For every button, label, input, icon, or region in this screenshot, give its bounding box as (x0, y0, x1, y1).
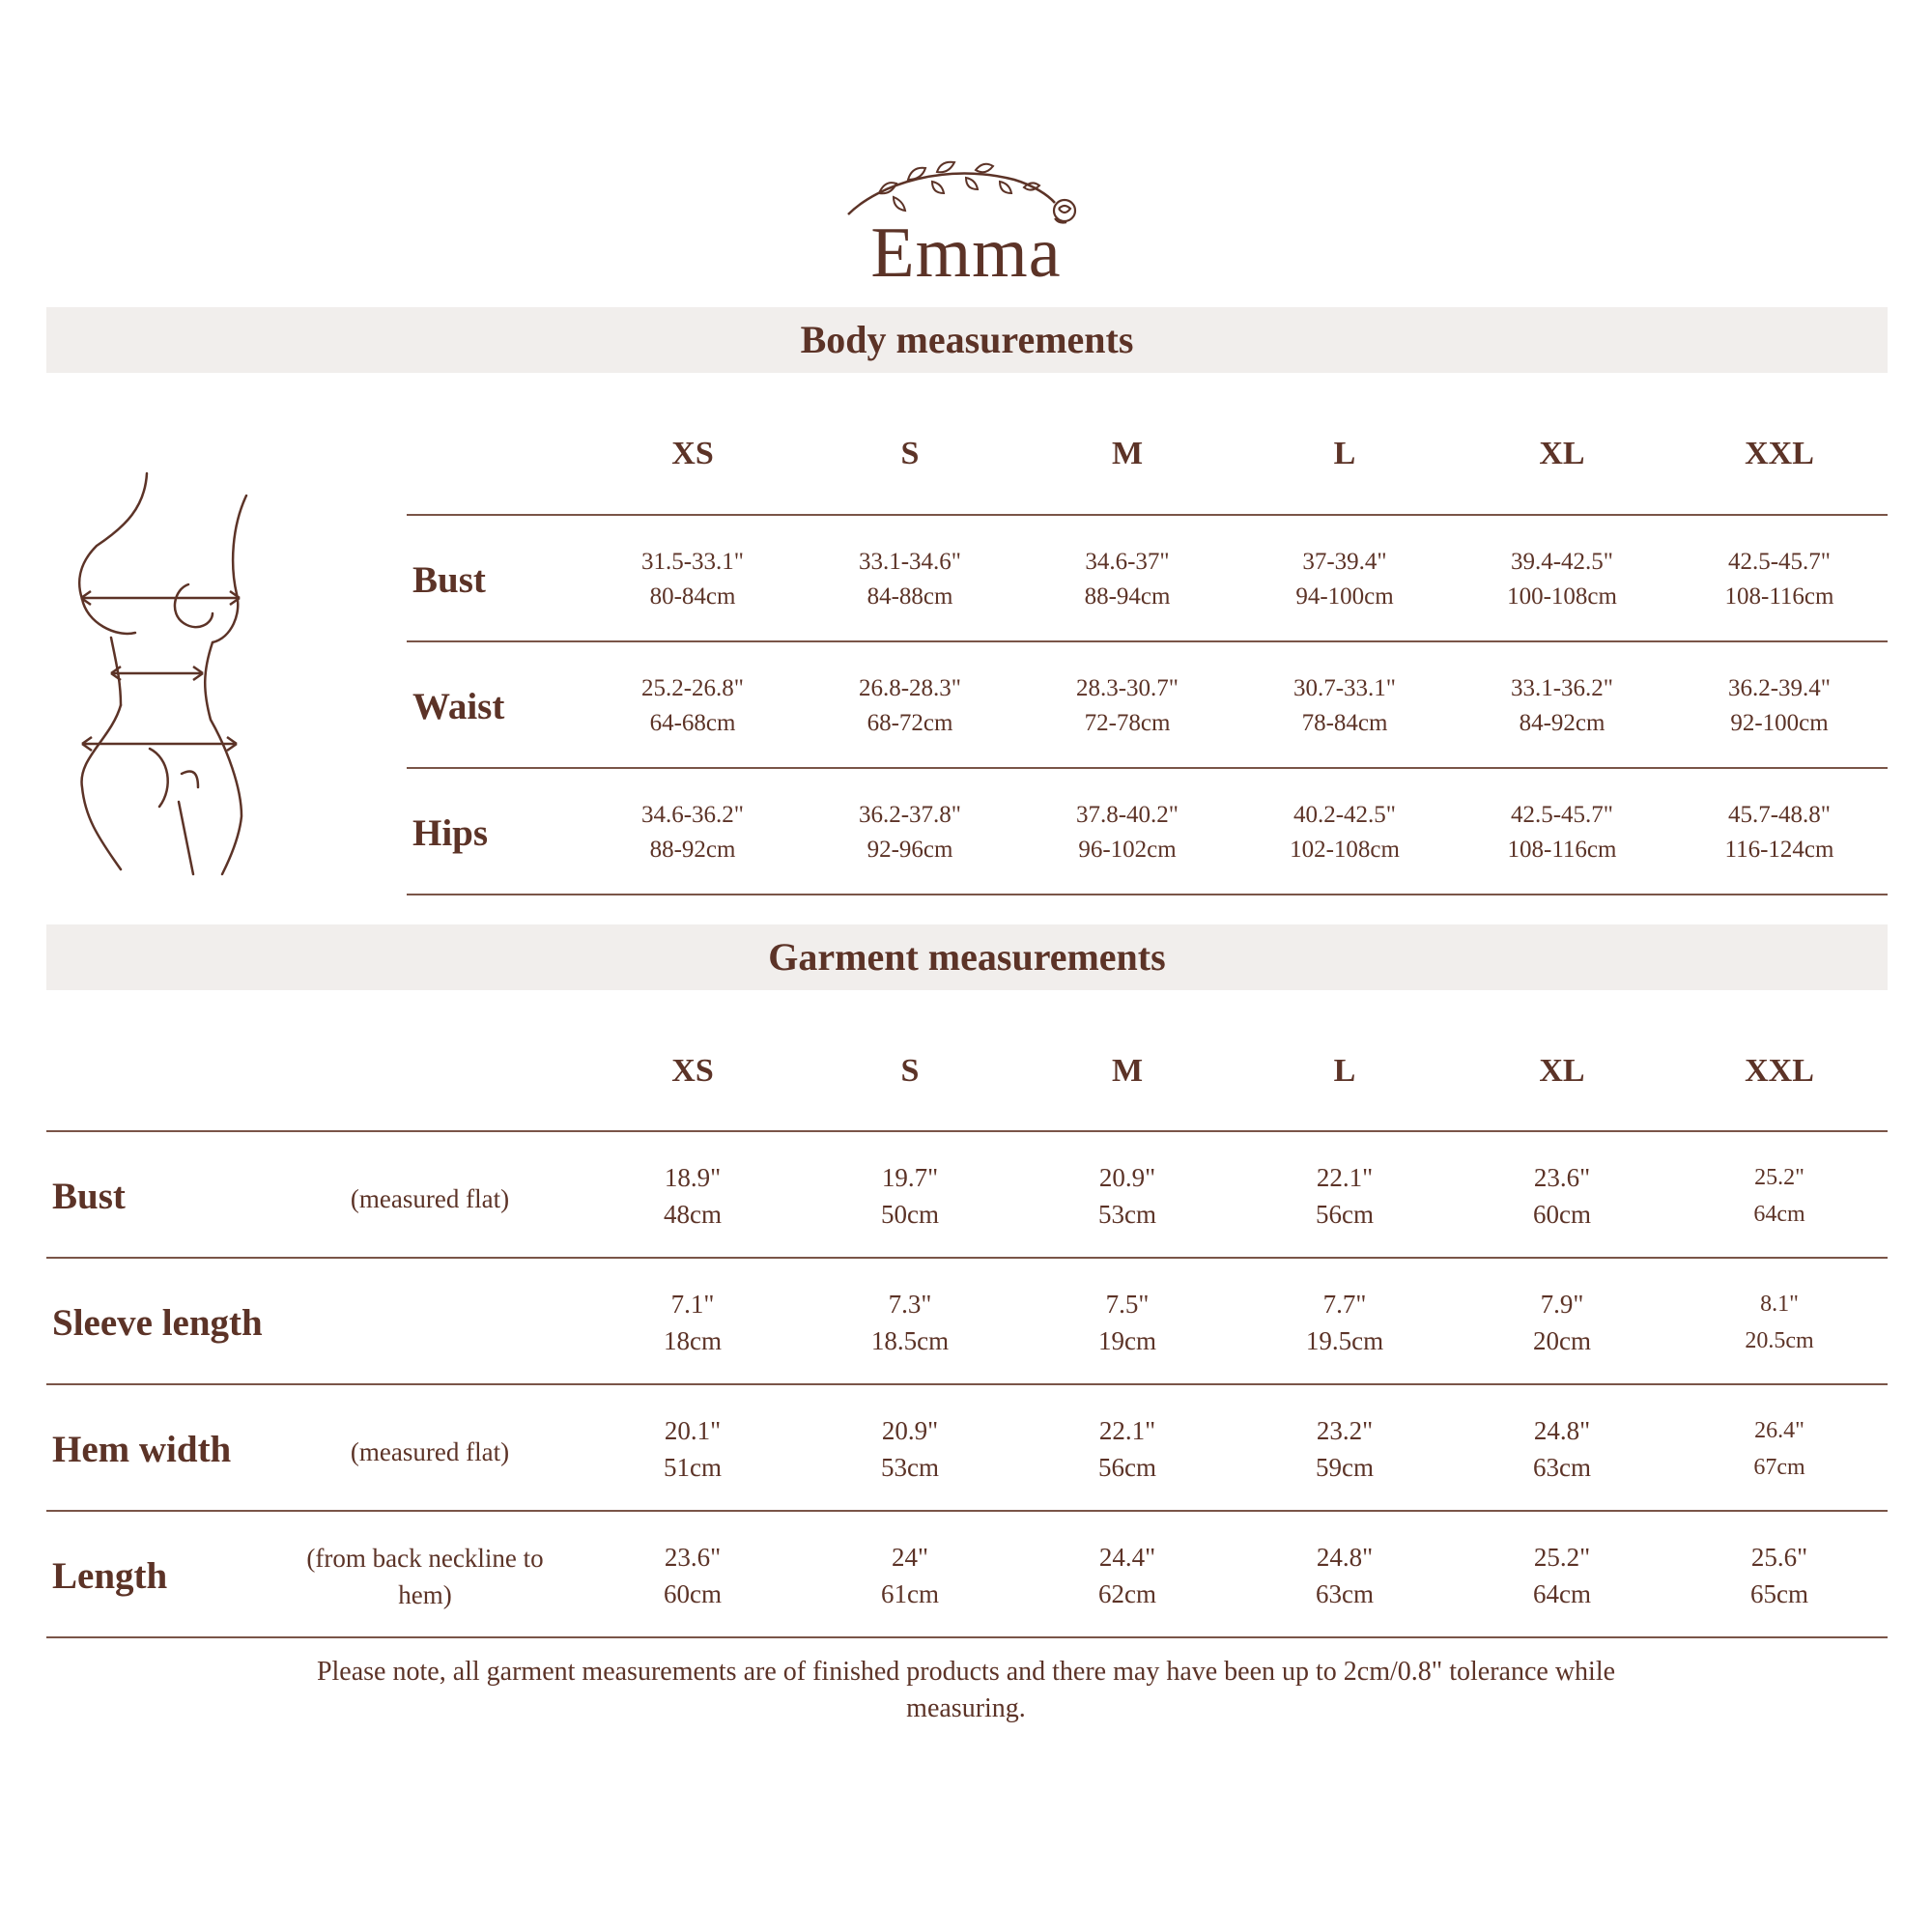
table-cell: 24" 61cm (881, 1543, 939, 1608)
garment-table-rule (46, 1636, 1888, 1638)
garment-size-header-s: S (900, 1053, 920, 1089)
table-cell: 8.1" 20.5cm (1745, 1292, 1814, 1353)
table-cell: 30.7-33.1" 78-84cm (1293, 675, 1397, 736)
body-size-header-xs: XS (671, 436, 714, 471)
body-size-header-m: M (1111, 436, 1144, 471)
table-cell: 20.9" 53cm (881, 1416, 939, 1482)
body-size-header-xxl: XXL (1745, 436, 1814, 471)
body-table-rule (407, 640, 1888, 642)
garment-size-header-m: M (1111, 1053, 1144, 1089)
table-cell: 24.8" 63cm (1316, 1543, 1374, 1608)
table-cell: 26.8-28.3" 68-72cm (858, 675, 962, 736)
brand-name: Emma (870, 213, 1062, 293)
table-cell: 36.2-39.4" 92-100cm (1727, 675, 1832, 736)
table-cell: 25.2" 64cm (1753, 1165, 1805, 1227)
garment-table-rule (46, 1383, 1888, 1385)
table-cell: 33.1-36.2" 84-92cm (1510, 675, 1614, 736)
garment-row-label-hem-width: Hem width (52, 1429, 232, 1470)
table-cell: 34.6-37" 88-94cm (1084, 549, 1171, 610)
table-cell: 22.1" 56cm (1316, 1163, 1374, 1229)
table-cell: 37-39.4" 94-100cm (1295, 549, 1394, 610)
table-cell: 33.1-34.6" 84-88cm (858, 549, 962, 610)
garment-row-label-length: Length (52, 1555, 168, 1597)
garment-table-rule (46, 1130, 1888, 1132)
garment-size-header-l: L (1333, 1053, 1356, 1089)
table-cell: 7.9" 20cm (1533, 1290, 1591, 1355)
table-cell: 18.9" 48cm (664, 1163, 722, 1229)
table-cell: 45.7-48.8" 116-124cm (1724, 802, 1834, 863)
garment-row-label-sleeve-length: Sleeve length (52, 1302, 263, 1344)
table-cell: 28.3-30.7" 72-78cm (1075, 675, 1179, 736)
table-cell: 42.5-45.7" 108-116cm (1724, 549, 1834, 610)
table-cell: 7.5" 19cm (1098, 1290, 1156, 1355)
garment-row-note-bust: (measured flat) (350, 1184, 510, 1213)
table-cell: 7.7" 19.5cm (1305, 1290, 1384, 1355)
body-measurements-header: Body measurements (46, 307, 1888, 373)
table-cell: 24.8" 63cm (1533, 1416, 1591, 1482)
table-cell: 19.7" 50cm (881, 1163, 939, 1229)
table-cell: 20.9" 53cm (1098, 1163, 1156, 1229)
table-cell: 25.2" 64cm (1533, 1543, 1591, 1608)
body-measurement-figure-icon (68, 469, 261, 884)
table-cell: 39.4-42.5" 100-108cm (1507, 549, 1617, 610)
table-cell: 20.1" 51cm (664, 1416, 722, 1482)
table-cell: 23.6" 60cm (664, 1543, 722, 1608)
table-cell: 22.1" 56cm (1098, 1416, 1156, 1482)
garment-size-header-xxl: XXL (1745, 1053, 1814, 1089)
table-cell: 40.2-42.5" 102-108cm (1290, 802, 1400, 863)
table-cell: 34.6-36.2" 88-92cm (640, 802, 745, 863)
table-cell: 23.2" 59cm (1316, 1416, 1374, 1482)
body-row-label-bust: Bust (412, 559, 486, 601)
table-cell: 42.5-45.7" 108-116cm (1507, 802, 1617, 863)
garment-row-note-hem-width: (measured flat) (350, 1437, 510, 1466)
garment-size-header-xs: XS (671, 1053, 714, 1089)
garment-row-label-bust: Bust (52, 1176, 126, 1217)
table-cell: 26.4" 67cm (1753, 1418, 1805, 1480)
table-cell: 25.2-26.8" 64-68cm (640, 675, 745, 736)
garment-table-rule (46, 1257, 1888, 1259)
body-row-label-hips: Hips (412, 812, 489, 854)
body-table-rule (407, 894, 1888, 895)
body-size-header-l: L (1333, 436, 1356, 471)
garment-size-header-xl: XL (1539, 1053, 1585, 1089)
garment-row-note-length: (from back neckline to hem) (306, 1544, 544, 1609)
table-cell: 25.6" 65cm (1750, 1543, 1808, 1608)
table-cell: 24.4" 62cm (1098, 1543, 1156, 1608)
body-table-rule (407, 514, 1888, 516)
body-row-label-waist: Waist (412, 686, 505, 727)
garment-measurements-header: Garment measurements (46, 924, 1888, 990)
garment-table-rule (46, 1510, 1888, 1512)
table-cell: 7.1" 18cm (664, 1290, 722, 1355)
body-size-header-s: S (900, 436, 920, 471)
tolerance-footnote: Please note, all garment measurements are of finished products and there may have been up to 2cm/0.8" tolerance while measuring. (316, 1657, 1616, 1723)
table-cell: 7.3" 18.5cm (870, 1290, 950, 1355)
body-size-header-xl: XL (1539, 436, 1585, 471)
table-cell: 37.8-40.2" 96-102cm (1075, 802, 1179, 863)
table-cell: 23.6" 60cm (1533, 1163, 1591, 1229)
table-cell: 36.2-37.8" 92-96cm (858, 802, 962, 863)
table-cell: 31.5-33.1" 80-84cm (640, 549, 745, 610)
body-table-rule (407, 767, 1888, 769)
